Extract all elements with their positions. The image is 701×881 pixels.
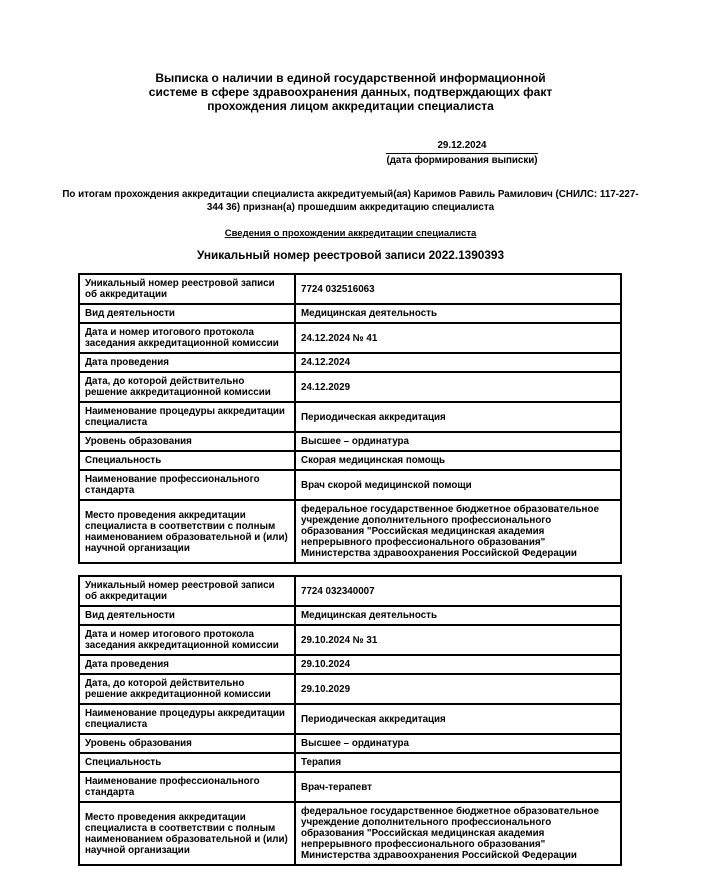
accreditation-record-table-2 <box>78 575 622 866</box>
field-label: Уровень образования <box>79 432 295 451</box>
field-value: Врач-терапевт <box>295 772 621 802</box>
field-label: Наименование профессионального стандарта <box>79 470 295 500</box>
intro-line-1: По итогам прохождения аккредитации специалиста аккредитуемый(ая) Каримов Равиль Рамилович (СНИЛС: 117-227- <box>62 189 639 200</box>
field-value: 24.12.2024 № 41 <box>295 323 621 353</box>
field-value: 29.10.2029 <box>295 674 621 704</box>
document-title <box>0 0 701 113</box>
field-value: Периодическая аккредитация <box>295 402 621 432</box>
accreditation-record-table-1 <box>78 273 622 564</box>
field-label: Уникальный номер реестровой записи об аккредитации <box>79 274 295 304</box>
field-label: Вид деятельности <box>79 606 295 625</box>
field-label: Дата проведения <box>79 655 295 674</box>
field-label: Наименование процедуры аккредитации специалиста <box>79 704 295 734</box>
formation-date-caption: (дата формирования выписки) <box>386 155 538 166</box>
field-label: Дата, до которой действительно решение аккредитационной комиссии <box>79 372 295 402</box>
field-value: Терапия <box>295 753 621 772</box>
field-value: 7724 032340007 <box>295 576 621 606</box>
field-label: Специальность <box>79 451 295 470</box>
field-value: Высшее – ординатура <box>295 432 621 451</box>
table-row <box>79 753 621 772</box>
section-heading: Сведения о прохождении аккредитации специалиста <box>224 228 477 239</box>
table-row <box>79 674 621 704</box>
field-label: Специальность <box>79 753 295 772</box>
formation-date-block <box>386 140 538 167</box>
field-label: Уровень образования <box>79 734 295 753</box>
table-row <box>79 576 621 606</box>
field-value: Скорая медицинская помощь <box>295 451 621 470</box>
table-row <box>79 772 621 802</box>
field-label: Место проведения аккредитации специалиста в соответствии с полным наименованием образовательной и (или) научной организации <box>79 500 295 563</box>
table-row <box>79 734 621 753</box>
table-row <box>79 802 621 865</box>
field-label: Дата проведения <box>79 353 295 372</box>
field-value: Врач скорой медицинской помощи <box>295 470 621 500</box>
field-label: Дата и номер итогового протокола заседания аккредитационной комиссии <box>79 625 295 655</box>
table-row <box>79 353 621 372</box>
table-row <box>79 625 621 655</box>
table-row <box>79 372 621 402</box>
field-value: федеральное государственное бюджетное образовательное учреждение дополнительного профессионального образования "Российская медицинская академия непрерывного профессионального образования" Министерства здравоохранения Российской Федерации <box>295 802 621 865</box>
field-label: Место проведения аккредитации специалиста в соответствии с полным наименованием образовательной и (или) научной организации <box>79 802 295 865</box>
field-value: Медицинская деятельность <box>295 304 621 323</box>
intro-paragraph <box>0 188 701 214</box>
field-value: 29.10.2024 № 31 <box>295 625 621 655</box>
registry-number-heading: Уникальный номер реестровой записи 2022.1390393 <box>196 248 505 262</box>
table-row <box>79 500 621 563</box>
field-label: Вид деятельности <box>79 304 295 323</box>
table-row <box>79 606 621 625</box>
table-row <box>79 470 621 500</box>
table-row <box>79 451 621 470</box>
table-row <box>79 304 621 323</box>
table-row <box>79 655 621 674</box>
field-label: Дата, до которой действительно решение аккредитационной комиссии <box>79 674 295 704</box>
field-value: Высшее – ординатура <box>295 734 621 753</box>
field-value: Медицинская деятельность <box>295 606 621 625</box>
formation-date-value: 29.12.2024 <box>386 140 538 154</box>
intro-line-2: 344 36) признан(а) прошедшим аккредитацию специалиста <box>206 202 495 213</box>
field-label: Дата и номер итогового протокола заседания аккредитационной комиссии <box>79 323 295 353</box>
field-value: федеральное государственное бюджетное образовательное учреждение дополнительного профессионального образования "Российская медицинская академия непрерывного профессионального образования" Министерства здравоохранения Российской Федерации <box>295 500 621 563</box>
table-row <box>79 704 621 734</box>
document-title-line-2: системе в сфере здравоохранения данных, подтверждающих факт <box>148 85 553 99</box>
field-value: Периодическая аккредитация <box>295 704 621 734</box>
table-row <box>79 402 621 432</box>
document-title-line-3: прохождения лицом аккредитации специалиста <box>207 99 494 113</box>
table-row <box>79 432 621 451</box>
field-value: 24.12.2029 <box>295 372 621 402</box>
table-row <box>79 274 621 304</box>
field-value: 24.12.2024 <box>295 353 621 372</box>
field-label: Наименование профессионального стандарта <box>79 772 295 802</box>
field-label: Уникальный номер реестровой записи об аккредитации <box>79 576 295 606</box>
table-row <box>79 323 621 353</box>
document-title-line-1: Выписка о наличии в единой государственной информационной <box>155 71 546 85</box>
field-label: Наименование процедуры аккредитации специалиста <box>79 402 295 432</box>
field-value: 29.10.2024 <box>295 655 621 674</box>
field-value: 7724 032516063 <box>295 274 621 304</box>
